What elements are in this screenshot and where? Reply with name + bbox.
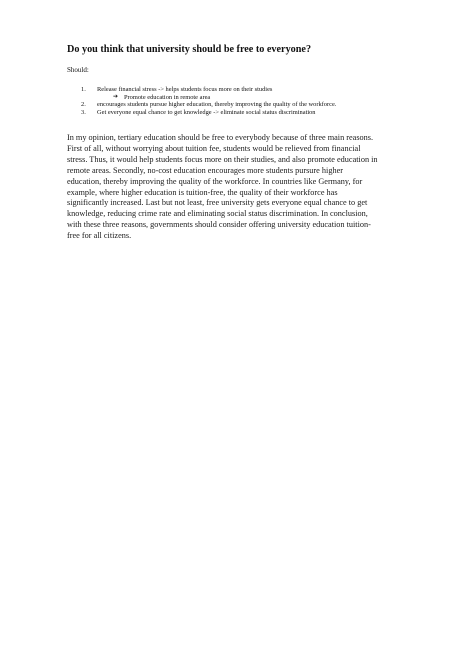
document-title: Do you think that university should be free to everyone? [67,44,312,55]
paragraph-line: example, where higher education is tuition-free, the quality of their workforce has [67,187,338,197]
list-text: encourages students pursue higher education, thereby improving the quality of the workforce. [97,101,337,109]
outline-list [81,86,441,116]
list-text: Release financial stress -> helps students focus more on their studies [97,86,273,93]
list-subitem [81,94,441,102]
paragraph-line: First of all, without worrying about tuition fee, students would be relieved from financial [67,143,361,153]
paragraph-line: stress. Thus, it would help students focus more on their studies, and also promote education in [67,154,378,164]
outline-label: Should: [67,66,89,74]
paragraph-line: free for all citizens. [67,231,132,241]
paragraph-line: remote areas. Secondly, no-cost education encourages more students pursure higher [67,165,343,175]
essay-paragraph [67,133,413,242]
list-number: 2. [81,101,86,109]
paragraph-line: knowledge, reducing crime rate and eliminating social status discrimination. In conclusion, [67,209,368,219]
list-number: 1. [81,86,86,93]
list-text: Get everyone equal chance to get knowledge -> eliminate social status discrimination [97,108,316,116]
paragraph-line: In my opinion, tertiary education should be free to everybody because of three main reasons. [67,133,374,142]
list-item [81,101,441,109]
arrow-right-icon: ➔ [113,93,119,100]
list-item [81,109,441,117]
list-subitem-text: Promote education in remote area [124,93,211,101]
paragraph-line: significantly increased. Last but not least, free university gets everyone equal chance to get [67,198,368,208]
paragraph-line: education, thereby improving the quality of the workforce. In countries like Germany, for [67,176,363,186]
list-number: 3. [81,108,86,116]
paragraph-line: with these three reasons, governments should consider offering university education tuition- [67,220,371,230]
list-item [81,86,441,94]
